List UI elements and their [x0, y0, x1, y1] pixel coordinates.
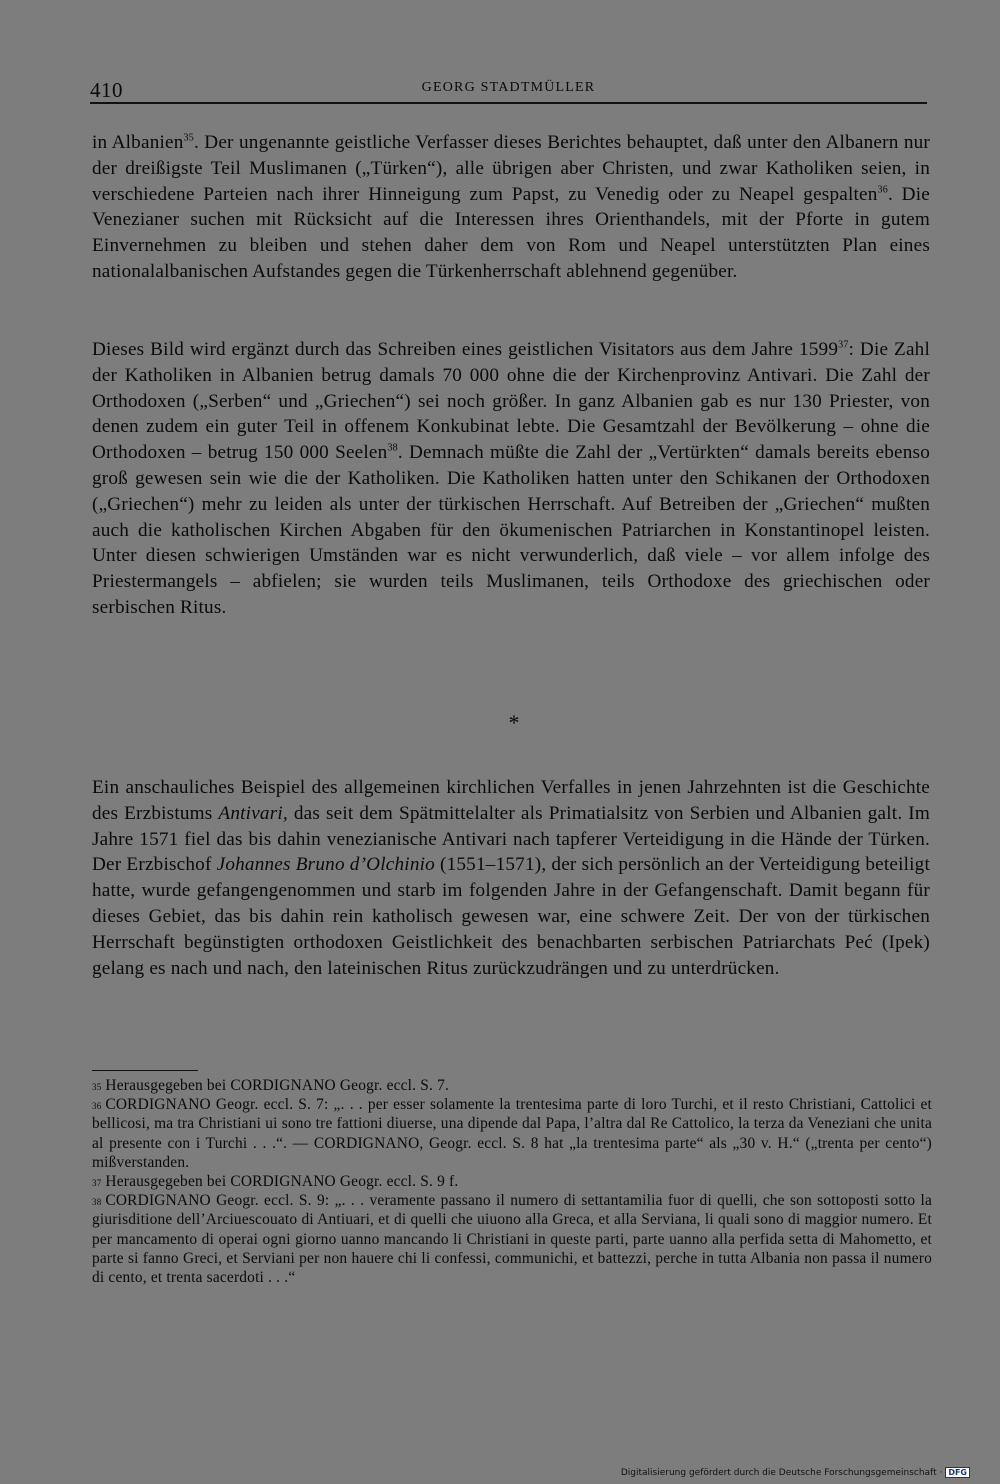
footnote-text: CORDIGNANO Geogr. eccl. S. 9: „. . . veramente passano il numero di settantamilia fuor di quelli, che son sottoposti sotto la giurisditione dell’Arciuescouato di Antiuari, et di quelli che uiuono alla Greca, et alla Serviana, li quali sono di maggior numero. Et per mancamento di operai ogni giorno uanno mancando li Christiani in queste parti, parte uanno alla perfida setta di Mahometto, et parte si fanno Greci, et Serviani per non hauere chi li confessi, communichi, et battezzi, perche in tutta Albania non passa il numero di cento, et trenta sacerdoti . . .“: [92, 1192, 932, 1287]
footnote-ref-35[interactable]: 35: [183, 132, 194, 144]
para3-italic-antivari: Antivari,: [218, 802, 288, 824]
footnote-number: 35: [92, 1082, 102, 1092]
paragraph-3: [92, 775, 930, 981]
digitization-footer: [621, 1467, 970, 1478]
para1-text-a: in Albanien: [92, 132, 184, 153]
footnote-number: 36: [92, 1101, 102, 1112]
footnote-38: [92, 1191, 932, 1287]
section-separator: *: [508, 710, 520, 735]
footnote-ref-36[interactable]: 36: [877, 184, 888, 196]
footnote-text: CORDIGNANO Geogr. eccl. S. 7: „. . . per esser solamente la trentesima parte di loro Turchi, et il resto Christiani, Cattolici et bellicosi, ma tra Christiani ui sono tre fattioni diuerse, una dipende dal Papa, l’altra dal Re Cattolico, la terza da Veneziani che unita al presente con i Turchi . . .“. — CORDIGNANO, Geogr. eccl. S. 8 hat „la trentesima parte“ als „30 v. H.“ („trenta per cento“) mißverstanden.: [92, 1096, 932, 1171]
footnote-ref-38[interactable]: 38: [387, 442, 398, 454]
page-number: 410: [90, 78, 123, 102]
footer-credit: Digitalisierung gefördert durch die Deutsche Forschungsgemeinschaft ·: [620, 1467, 943, 1478]
footnote-35: [92, 1076, 932, 1095]
para3-text-b: das seit dem Spätmittelalter als Primatialsitz von Serbien und Albanien galt. Im Jahre 1571 fiel das bis dahin venezianische Antivari nach tapferer Verteidigung in die Hände der Türken. Der Erzbischof: [92, 802, 930, 876]
para2-text-b: : Die Zahl der Katholiken in Albanien betrug damals 70 000 ohne die der Kirchenprovinz Antivari. Die Zahl der Orthodoxen („Serben“ und „Griechen“) sei noch größer. In ganz Albanien gab es nur 130 Priester, von denen zudem ein guter Teil in offenem Konkubinat lebte. Die Gesamtzahl der Bevölkerung – ohne die Orthodoxen – betrug 150 000 Seelen: [92, 339, 930, 464]
running-head: GEORG STADTMÜLLER: [421, 80, 596, 95]
para3-italic-name: Johannes Bruno d’Olchinio: [216, 854, 435, 876]
footnote-divider: [92, 1070, 198, 1071]
paragraph-1: [92, 130, 930, 285]
footnote-36: [92, 1095, 932, 1172]
para2-text-c: . Demnach müßte die Zahl der „Vertürkten“ damals bereits ebenso groß gewesen sein wie die der Katholiken. Die Katholiken hatten unter den Schikanen der Orthodoxen („Griechen“) mehr zu leiden als unter der türkischen Herrschaft. Auf Betreiben der „Griechen“ mußten auch die katholischen Kirchen Abgaben für den ökumenischen Patriarchen in Konstantinopel leisten. Unter diesen schwierigen Umständen war es nicht verwunderlich, daß viele – vor allem infolge des Priestermangels – abfielen; sie wurden teils Muslimanen, teils Orthodoxe des griechischen oder serbischen Ritus.: [92, 442, 930, 618]
footnotes: [92, 1076, 932, 1287]
para3-text-a: Ein anschauliches Beispiel des allgemeinen kirchlichen Verfalles in jenen Jahrzehnten ist die Geschichte des Erzbistums: [92, 777, 930, 824]
footnote-number: 38: [92, 1197, 102, 1208]
footnote-37: [92, 1172, 932, 1191]
para2-text-a: Dieses Bild wird ergänzt durch das Schreiben eines geistlichen Visitators aus dem Jahre 1599: [92, 339, 839, 360]
para3-text-c: (1551–1571), der sich persönlich an der Verteidigung beteiligt hatte, wurde gefangengenommen und starb im folgenden Jahre in der Gefangenschaft. Damit begann für dieses Gebiet, das bis dahin rein katholisch gewesen war, eine schwere Zeit. Der von der türkischen Herrschaft begünstigten orthodoxen Geistlichkeit des benachbarten serbischen Patriarchats Peć (Ipek) gelang es nach und nach, den lateinischen Ritus zurückzudrängen und zu unterdrücken.: [92, 854, 930, 979]
para1-text-c: . Die Venezianer suchen mit Rücksicht auf die Interessen ihres Orienthandels, mit der Pforte in gutem Einvernehmen zu bleiben und stehen daher dem von Rom und Neapel unterstützten Plan eines nationalalbanischen Aufstandes gegen die Türkenherrschaft ablehnend gegenüber.: [92, 183, 930, 282]
dfg-logo-icon[interactable]: DFG: [945, 1467, 970, 1478]
para1-text-b: . Der ungenannte geistliche Verfasser dieses Berichtes behauptet, daß unter den Albanern nur der dreißigste Teil Muslimanen („Türken“), alle übrigen aber Christen, und zwar Katholiken seien, in verschiedene Parteien nach ihrer Hinneigung zum Papst, zu Venedig oder zu Neapel gespalten: [92, 132, 931, 205]
page-header: [90, 76, 927, 104]
footnote-text: Herausgegeben bei CORDIGNANO Geogr. eccl. S. 9 f.: [105, 1173, 459, 1191]
footnote-text: Herausgegeben bei CORDIGNANO Geogr. eccl. S. 7.: [105, 1077, 450, 1094]
footnote-ref-37[interactable]: 37: [838, 339, 849, 351]
paragraph-2: [92, 337, 930, 621]
footnote-number: 37: [92, 1178, 102, 1189]
